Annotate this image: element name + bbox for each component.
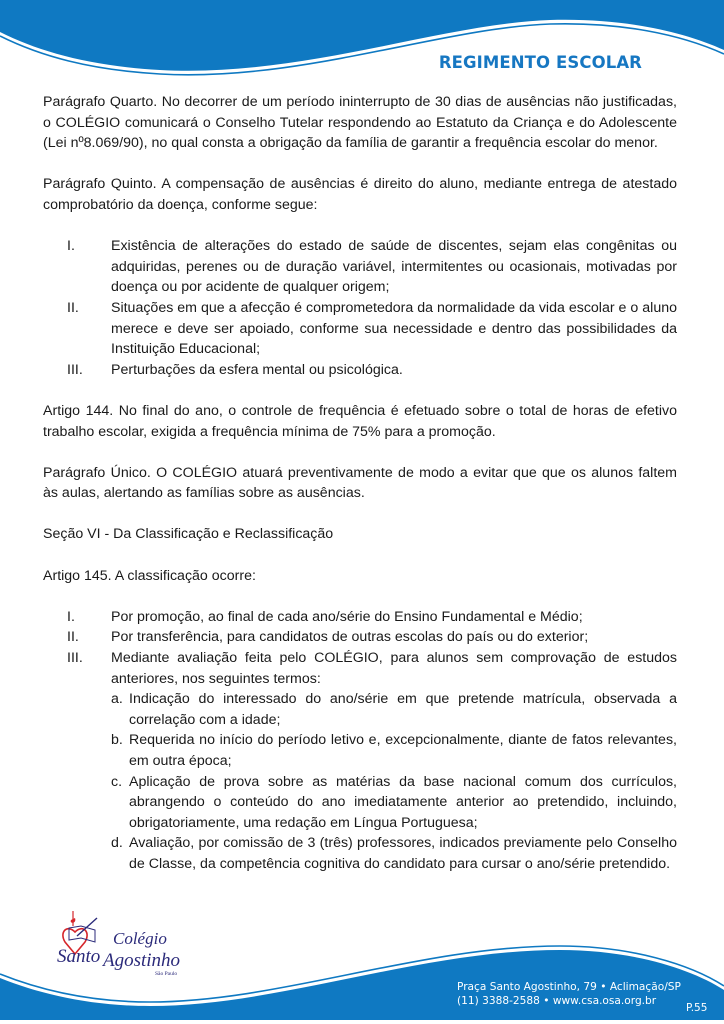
section-heading: Seção VI - Da Classificação e Reclassificação [43, 526, 334, 543]
paragrafo-unico: Parágrafo Único. O COLÉGIO atuará preventivamente de modo a evitar que que os alunos faltem às aulas, alertando as famílias sobre as ausências. [43, 464, 677, 502]
list-item [43, 648, 677, 875]
list-item [43, 298, 677, 360]
footer-contact [457, 981, 681, 1008]
page-number: P.55 [686, 1002, 708, 1014]
list-item [43, 607, 677, 628]
logo-text-agostinho: Agostinho [103, 950, 181, 971]
footer-phone-website: (11) 3388-2588 • www.csa.osa.org.br [457, 994, 657, 1007]
artigo-145: Artigo 145. A classificação ocorre: [43, 567, 256, 584]
artigo-145-sublist [111, 689, 677, 874]
list-numeral: II. [67, 299, 79, 316]
sublist-letter: a. [111, 691, 123, 708]
logo-text-colegio: Colégio [113, 929, 167, 948]
sublist-item [111, 689, 677, 730]
sublist-item [111, 730, 677, 771]
list-item-text: Por promoção, ao final de cada ano/série do Ensino Fundamental e Médio; [111, 608, 583, 625]
list-item-text: Por transferência, para candidatos de outras escolas do país ou do exterior; [111, 629, 589, 646]
list-item [43, 360, 677, 381]
list-numeral: III. [67, 650, 83, 667]
list-numeral: III. [67, 361, 83, 378]
sublist-item [111, 833, 677, 874]
logo-text-sao-paulo: São Paulo [155, 971, 178, 976]
sublist-letter: c. [111, 773, 123, 790]
list-item-text: Situações em que a afecção é comprometedora da normalidade da vida escolar e o aluno merece e deve ser apoiado, conforme sua necessidade e dentro das possibilidades da Instituição Educacional; [111, 299, 677, 358]
sublist-item [111, 772, 677, 834]
list-numeral: I. [67, 608, 75, 625]
sublist-item-text: Requerida no início do período letivo e, excepcionalmente, diante de fatos relevantes, em outra época; [129, 732, 677, 769]
list-item-text: Existência de alterações do estado de saúde de discentes, sejam elas congênitas ou adquiridas, perenes ou de duração variável, intermitentes ou ocasionais, motivadas por doença ou por acidente de qualquer origem; [111, 238, 677, 296]
sublist-item-text: Avaliação, por comissão de 3 (três) professores, indicados previamente pelo Conselho de Classe, da competência cognitiva do candidato para cursar o ano/série pretendido. [129, 835, 677, 872]
sublist-item-text: Indicação do interessado do ano/série em que pretende matrícula, observada a correlação com a idade; [129, 691, 677, 728]
list-numeral: II. [67, 629, 79, 646]
document-title: REGIMENTO ESCOLAR [438, 53, 642, 72]
list-item [43, 627, 677, 648]
sublist-letter: b. [111, 732, 123, 749]
colegio-santo-agostinho-logo [55, 906, 205, 976]
paragrafo-quinto-list [43, 236, 677, 380]
list-item-text: Mediante avaliação feita pelo COLÉGIO, para alunos sem comprovação de estudos anteriores, nos seguintes termos: [111, 650, 677, 687]
footer-address: Praça Santo Agostinho, 79 • Aclimação/SP [457, 981, 681, 993]
sublist-item-text: Aplicação de prova sobre as matérias da base nacional comum dos currículos, abrangendo o conteúdo do ano imediatamente anterior ao pretendido, incluindo, obrigatoriamente, uma redação em Língua Portuguesa; [129, 773, 677, 831]
artigo-144: Artigo 144. No final do ano, o controle de frequência é efetuado sobre o total de horas de efetivo trabalho escolar, exigida a frequência mínima de 75% para a promoção. [43, 402, 677, 440]
logo-text-santo: Santo [57, 946, 101, 967]
paragrafo-quarto: Parágrafo Quarto. No decorrer de um período ininterrupto de 30 dias de ausências não justificadas, o COLÉGIO comunicará o Conselho Tutelar respondendo ao Estatuto da Criança e do Adolescente (Lei nº8.069/90), no qual consta a obrigação da família de garantir a frequência escolar do menor. [43, 94, 677, 152]
list-item [43, 236, 677, 298]
list-item-text: Perturbações da esfera mental ou psicológica. [111, 361, 403, 378]
paragrafo-quinto: Parágrafo Quinto. A compensação de ausências é direito do aluno, mediante entrega de atestado comprobatório da doença, conforme segue: [43, 176, 677, 213]
list-numeral: I. [67, 238, 75, 255]
document-body [43, 92, 677, 895]
sublist-letter: d. [111, 835, 123, 852]
artigo-145-list [43, 607, 677, 875]
